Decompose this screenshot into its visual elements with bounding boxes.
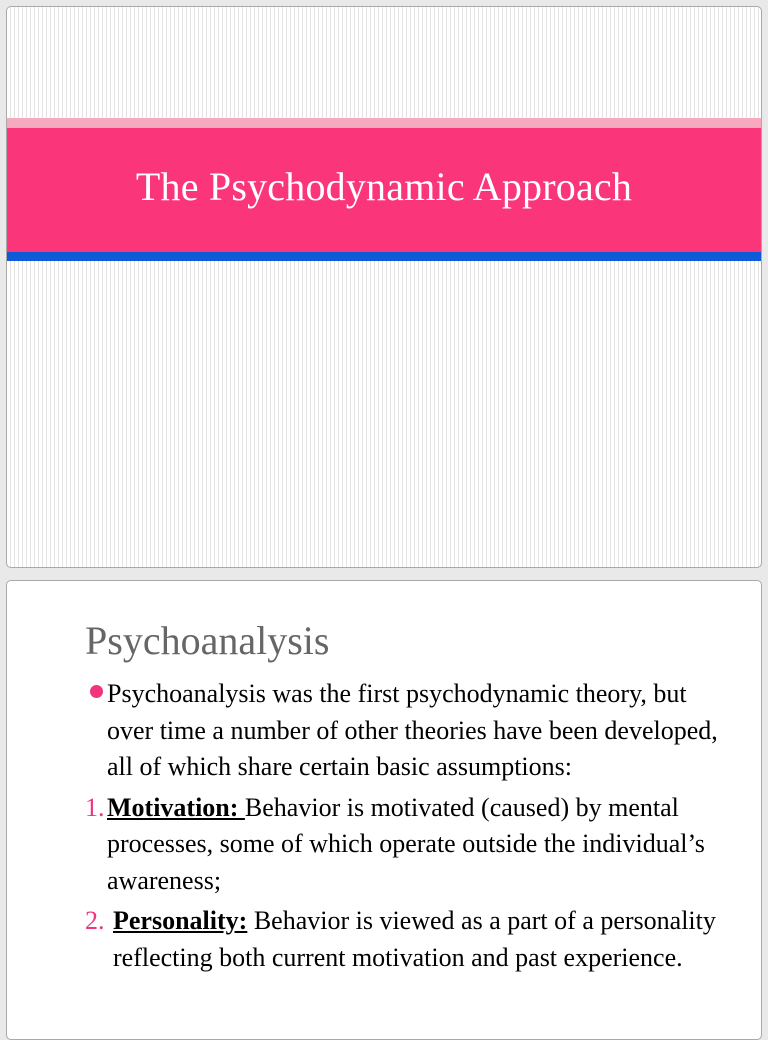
item-number: 1. bbox=[85, 792, 105, 822]
item-term: Personality: bbox=[113, 906, 248, 935]
item-text: Behavior is motivated (caused) by mental processes, some of which operate outside the individual’s awareness; bbox=[107, 792, 705, 895]
accent-band-blue bbox=[7, 252, 761, 261]
item-text: Behavior is viewed as a part of a personality reflecting both current motivation and past experience. bbox=[113, 906, 716, 972]
numbered-item-motivation bbox=[85, 790, 725, 900]
content-slide-title: Psychoanalysis bbox=[85, 618, 330, 663]
content-slide bbox=[6, 580, 762, 1040]
numbered-item-personality bbox=[85, 903, 725, 976]
bullet-dot-icon bbox=[85, 676, 107, 712]
bullet-list bbox=[85, 676, 725, 976]
accent-band-pink bbox=[7, 118, 761, 128]
item-body bbox=[113, 903, 725, 976]
slide-title: The Psychodynamic Approach bbox=[135, 163, 633, 209]
item-number: 2. bbox=[85, 906, 105, 935]
title-band bbox=[7, 128, 761, 252]
item-body bbox=[107, 790, 725, 900]
item-term: Motivation: bbox=[107, 792, 245, 822]
title-slide bbox=[6, 6, 762, 568]
bullet-item bbox=[85, 676, 725, 786]
bullet-text: Psychoanalysis was the first psychodynamic theory, but over time a number of other theories have been developed, all of which share certain basic assumptions: bbox=[107, 679, 718, 781]
